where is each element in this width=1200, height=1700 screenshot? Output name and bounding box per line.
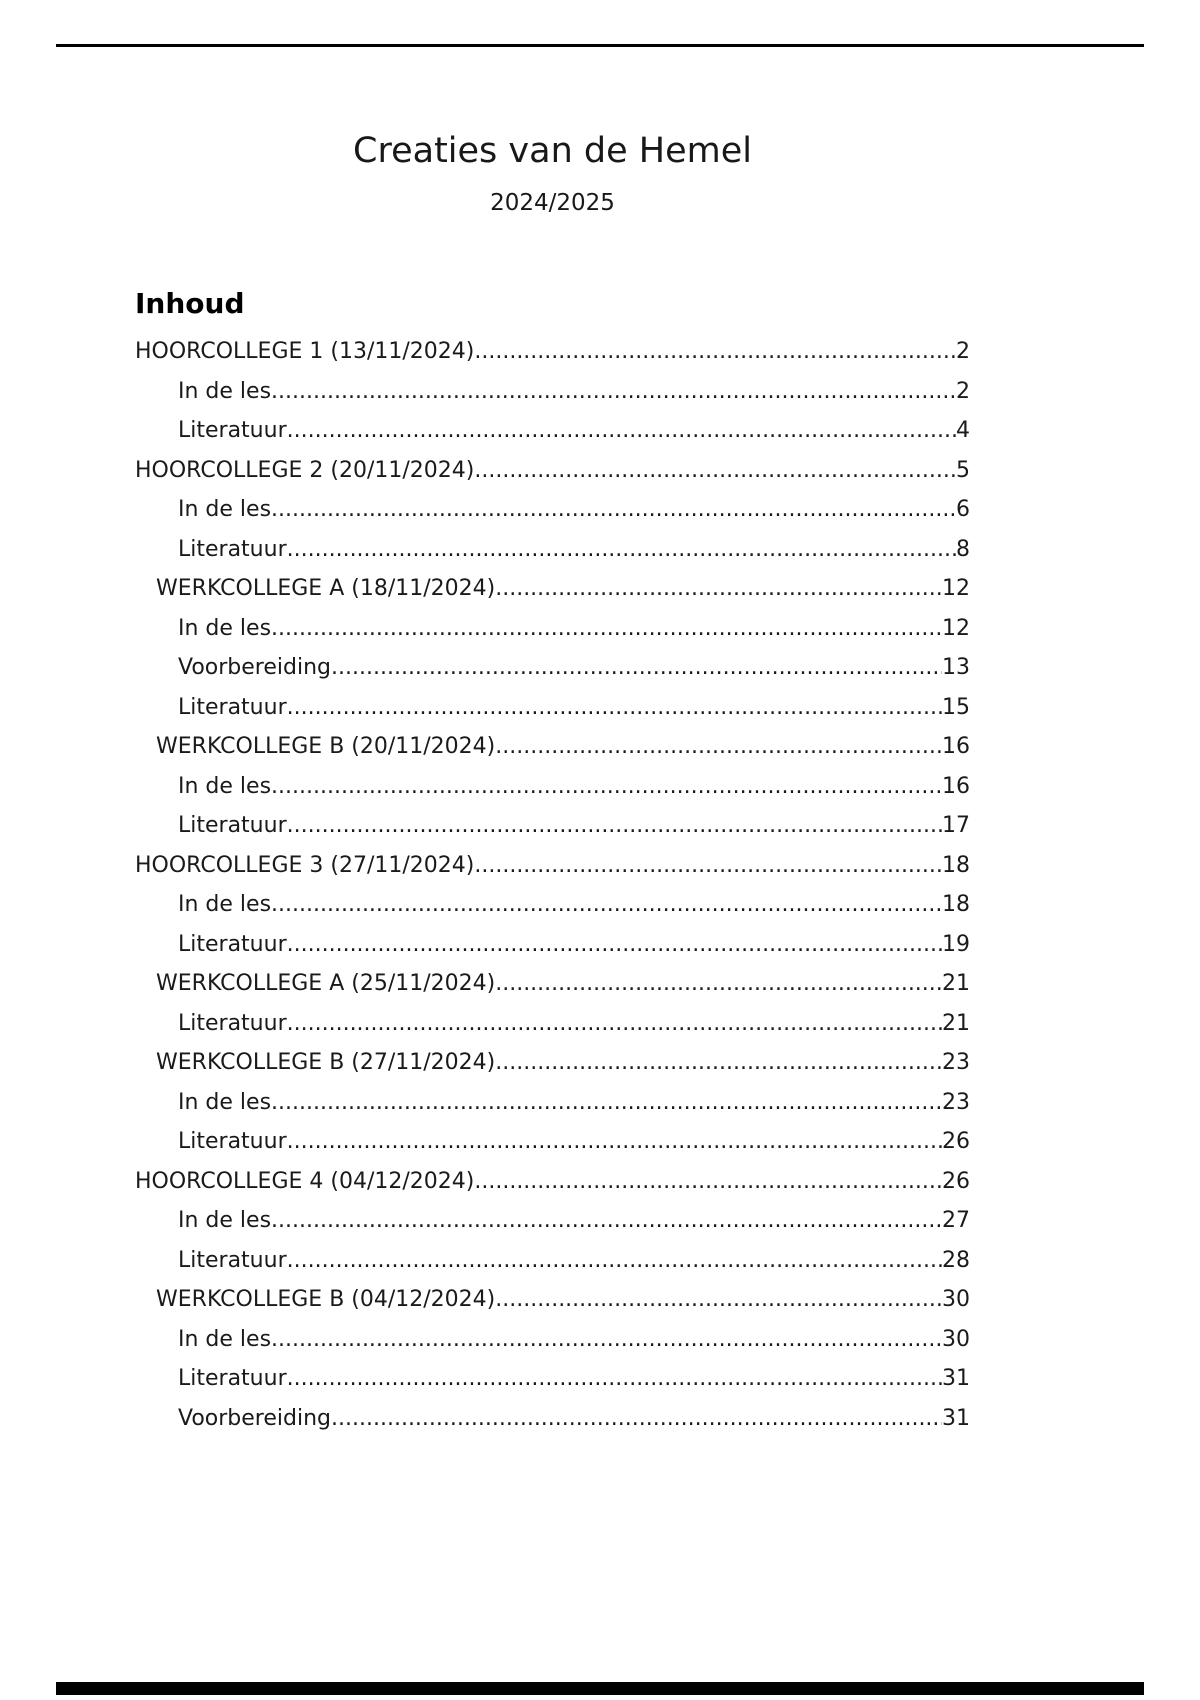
toc-entry-page: 5	[956, 457, 970, 483]
toc-entry-label: WERKCOLLEGE A (18/11/2024)	[156, 576, 496, 602]
toc-dot-leader	[271, 885, 942, 925]
toc-entry-label: Voorbereiding	[178, 1405, 332, 1431]
toc-entry-page: 13	[942, 655, 970, 681]
toc-entry[interactable]	[135, 1162, 970, 1202]
toc-entry[interactable]	[135, 530, 970, 570]
bottom-bar	[56, 1682, 1144, 1695]
toc-entry-page: 2	[956, 339, 970, 365]
toc-entry-label: In de les	[178, 1208, 272, 1234]
toc-entry[interactable]	[135, 1201, 970, 1241]
toc-entry-page: 17	[942, 813, 970, 839]
toc-dot-leader	[495, 727, 942, 767]
toc-entry-page: 31	[942, 1405, 970, 1431]
toc-entry[interactable]	[135, 1280, 970, 1320]
toc-entry-page: 4	[956, 418, 970, 444]
toc-entry-label: Literatuur	[178, 1247, 287, 1273]
toc-entry-page: 26	[942, 1168, 970, 1194]
toc-dot-leader	[495, 569, 942, 609]
toc-entry[interactable]	[135, 332, 970, 372]
toc-entry[interactable]	[135, 1043, 970, 1083]
toc-entry[interactable]	[135, 411, 970, 451]
toc-entry[interactable]	[135, 1083, 970, 1123]
toc-entry[interactable]	[135, 451, 970, 491]
toc-entry-page: 27	[942, 1208, 970, 1234]
toc-dot-leader	[287, 411, 956, 451]
toc-entry[interactable]	[135, 964, 970, 1004]
toc-dot-leader	[495, 964, 942, 1004]
toc-entry-label: In de les	[178, 892, 272, 918]
toc-dot-leader	[271, 490, 956, 530]
toc-entry-page: 26	[942, 1129, 970, 1155]
toc-entry[interactable]	[135, 688, 970, 728]
toc-dot-leader	[495, 1043, 942, 1083]
toc-dot-leader	[287, 1122, 942, 1162]
toc-entry-page: 2	[956, 378, 970, 404]
toc-entry[interactable]	[135, 1241, 970, 1281]
toc-entry[interactable]	[135, 569, 970, 609]
toc-entry[interactable]	[135, 648, 970, 688]
toc-dot-leader	[287, 688, 942, 728]
toc-entry-page: 21	[942, 971, 970, 997]
toc-entry-label: Literatuur	[178, 1366, 287, 1392]
toc-dot-leader	[474, 332, 956, 372]
toc-dot-leader	[287, 1004, 942, 1044]
toc-entry[interactable]	[135, 490, 970, 530]
toc-entry-label: Literatuur	[178, 813, 287, 839]
toc-entry[interactable]	[135, 1359, 970, 1399]
toc-dot-leader	[331, 648, 942, 688]
toc-dot-leader	[287, 1241, 942, 1281]
toc-entry[interactable]	[135, 1004, 970, 1044]
toc-entry-label: Literatuur	[178, 694, 287, 720]
toc-entry-page: 30	[942, 1287, 970, 1313]
toc-entry-page: 23	[942, 1050, 970, 1076]
toc-dot-leader	[287, 530, 956, 570]
table-of-contents	[135, 332, 970, 1438]
toc-entry-page: 23	[942, 1089, 970, 1115]
toc-entry-page: 16	[942, 734, 970, 760]
toc-entry-label: WERKCOLLEGE B (04/12/2024)	[156, 1287, 496, 1313]
title-block	[135, 0, 970, 216]
toc-entry-label: WERKCOLLEGE B (20/11/2024)	[156, 734, 496, 760]
toc-dot-leader	[271, 1320, 942, 1360]
toc-entry-page: 16	[942, 773, 970, 799]
toc-dot-leader	[271, 767, 942, 807]
toc-dot-leader	[331, 1399, 942, 1439]
toc-entry[interactable]	[135, 727, 970, 767]
toc-entry[interactable]	[135, 372, 970, 412]
toc-entry-label: Literatuur	[178, 418, 287, 444]
toc-entry-label: WERKCOLLEGE A (25/11/2024)	[156, 971, 496, 997]
toc-dot-leader	[287, 806, 942, 846]
toc-heading: Inhoud	[135, 287, 245, 320]
toc-entry-page: 28	[942, 1247, 970, 1273]
toc-entry-label: In de les	[178, 1326, 272, 1352]
toc-dot-leader	[271, 372, 956, 412]
toc-entry-label: HOORCOLLEGE 3 (27/11/2024)	[135, 852, 475, 878]
toc-dot-leader	[474, 1162, 942, 1202]
toc-entry-label: HOORCOLLEGE 1 (13/11/2024)	[135, 339, 475, 365]
toc-dot-leader	[271, 609, 942, 649]
toc-entry-label: In de les	[178, 773, 272, 799]
toc-dot-leader	[287, 1359, 942, 1399]
toc-dot-leader	[495, 1280, 942, 1320]
toc-entry[interactable]	[135, 1320, 970, 1360]
toc-entry-page: 30	[942, 1326, 970, 1352]
toc-entry-label: HOORCOLLEGE 4 (04/12/2024)	[135, 1168, 475, 1194]
toc-dot-leader	[474, 451, 956, 491]
toc-entry[interactable]	[135, 925, 970, 965]
toc-entry-page: 15	[942, 694, 970, 720]
toc-entry[interactable]	[135, 767, 970, 807]
toc-entry-page: 12	[942, 615, 970, 641]
toc-entry-label: In de les	[178, 615, 272, 641]
toc-entry-page: 18	[942, 852, 970, 878]
document-title: Creaties van de Hemel	[353, 131, 752, 171]
toc-entry-label: Literatuur	[178, 1129, 287, 1155]
toc-entry-page: 21	[942, 1010, 970, 1036]
toc-entry-page: 31	[942, 1366, 970, 1392]
toc-entry-label: Literatuur	[178, 536, 287, 562]
toc-dot-leader	[287, 925, 942, 965]
toc-entry-label: HOORCOLLEGE 2 (20/11/2024)	[135, 457, 475, 483]
toc-entry-page: 18	[942, 892, 970, 918]
toc-dot-leader	[474, 846, 942, 886]
toc-entry[interactable]	[135, 846, 970, 886]
toc-entry-page: 19	[942, 931, 970, 957]
toc-dot-leader	[271, 1083, 942, 1123]
toc-entry-page: 12	[942, 576, 970, 602]
toc-entry[interactable]	[135, 806, 970, 846]
toc-entry[interactable]	[135, 1122, 970, 1162]
toc-entry[interactable]	[135, 1399, 970, 1439]
toc-entry-label: WERKCOLLEGE B (27/11/2024)	[156, 1050, 496, 1076]
toc-entry-label: In de les	[178, 1089, 272, 1115]
toc-entry-label: Voorbereiding	[178, 655, 332, 681]
toc-entry[interactable]	[135, 885, 970, 925]
toc-entry-label: Literatuur	[178, 1010, 287, 1036]
toc-entry[interactable]	[135, 609, 970, 649]
toc-dot-leader	[271, 1201, 942, 1241]
toc-entry-label: In de les	[178, 378, 272, 404]
toc-entry-label: Literatuur	[178, 931, 287, 957]
toc-entry-page: 6	[956, 497, 970, 523]
document-subtitle: 2024/2025	[490, 190, 615, 216]
toc-entry-page: 8	[956, 536, 970, 562]
content-column	[135, 0, 970, 1438]
toc-entry-label: In de les	[178, 497, 272, 523]
